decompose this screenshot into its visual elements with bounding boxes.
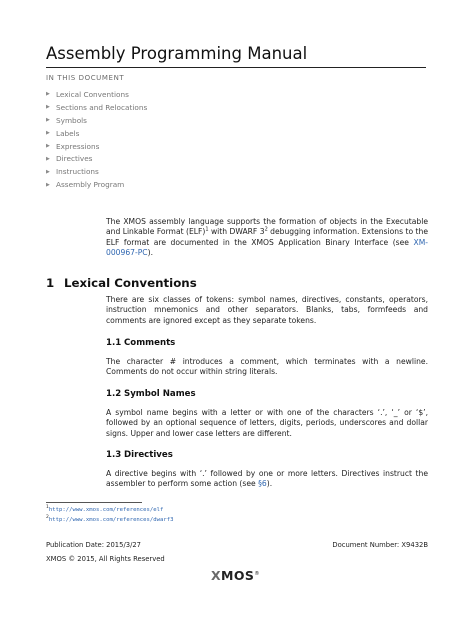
section-1-heading: 1 Lexical Conventions [46,276,197,290]
document-title: Assembly Programming Manual [46,44,308,63]
toc-item-instructions[interactable]: ▶ Instructions [46,167,99,177]
title-rule [46,67,426,68]
triangle-right-icon: ▶ [46,143,50,149]
section-1-3-heading: 1.3 Directives [106,450,173,460]
toc-item-labels[interactable]: ▶ Labels [46,128,80,138]
section-6-link[interactable]: §6 [258,479,267,489]
intro-paragraph: The XMOS assembly language supports the formation of objects in the Executable and Linkable Format (ELF)$^1$ with DWARF $3^2$ debugging information. Extensions to the ELF format are documented in the XMOS Application Binary Interface (see XM-000967-PC). [106,217,428,257]
triangle-right-icon: ▶ [46,91,50,98]
footnote-rule [46,502,142,503]
document-number: Document Number: X9432B [332,541,428,549]
section-1-text: There are six classes of tokens: symbol names, directives, constants, operators, instruction mnemonics and other separators. Blanks, tabs, formfeeds and comments are ignored except as they separate tokens. [106,295,428,325]
section-1-2-text: A symbol name begins with a letter or with one of the characters ‘.’, ‘_’ or ‘$’, followed by an optional sequence of letters, digits, periods, underscores and dollar signs. Upper and lower case letters are different. [106,408,428,438]
publication-date: Publication Date: 2015/3/27 [46,541,142,549]
toc-item-expressions[interactable]: ▶ Expressions [46,141,100,151]
xmos-logo: XMOS® [211,568,260,583]
section-1-1-heading: 1.1 Comments [106,338,176,348]
footnote-1: $^1$http://www.xmos.com/references/elf [46,505,164,513]
section-1-2-heading: 1.2 Symbol Names [106,389,196,399]
triangle-right-icon: ▶ [46,155,50,162]
section-1-3-text: A directive begins with ‘.’ followed by one or more letters. Directives instruct the assembler to perform some action (see §6). [106,469,428,489]
toc-item-symbols[interactable]: ▶ Symbols [46,115,87,125]
table-of-contents [46,88,147,191]
section-1-1-text: The character # introduces a comment, which terminates with a newline. Comments do not occur within string literals. [106,357,428,377]
triangle-right-icon: ▶ [46,104,50,111]
footnote-ref-1[interactable]: 1 [205,226,209,233]
copyright: XMOS © 2015, All Rights Reserved [46,555,165,563]
toc-item-directives[interactable]: ▶ Directives [46,154,93,164]
footnote-ref-2[interactable]: 2 [264,226,268,233]
toc-heading: IN THIS DOCUMENT [46,74,125,82]
triangle-right-icon: ▶ [46,181,50,188]
triangle-right-icon: ▶ [46,130,50,137]
abi-doc-link[interactable]: XM-000967-PC [106,237,428,257]
footnote-2-link[interactable]: http://www.xmos.com/references/dwarf3 [48,516,174,523]
footnote-2: $^2$http://www.xmos.com/references/dwarf3 [46,515,174,523]
triangle-right-icon: ▶ [46,168,50,175]
triangle-right-icon: ▶ [46,117,50,124]
toc-item-lexical-conventions[interactable]: ▶ Lexical Conventions [46,89,129,99]
toc-item-assembly-program[interactable]: ▶ Assembly Program [46,180,125,190]
footnote-1-link[interactable]: http://www.xmos.com/references/elf [48,506,164,513]
toc-item-sections-relocations[interactable]: ▶ Sections and Relocations [46,102,148,112]
